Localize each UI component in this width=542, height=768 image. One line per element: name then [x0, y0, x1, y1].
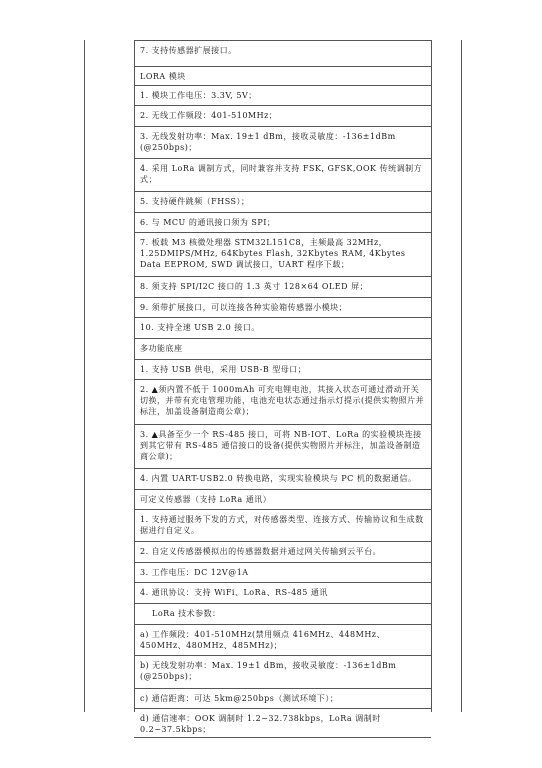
- table-column-divider: [431, 40, 432, 712]
- table-row: 3. 无线发射功率：Max. 19±1 dBm，接收灵敏度：-136±1dBm (@250bps)；: [134, 126, 431, 158]
- table-border-left: [84, 40, 85, 712]
- table-row: 3. 工作电压：DC 12V@1A: [134, 562, 431, 582]
- table-row: 4. 内置 UART-USB2.0 转换电路，实现实验模块与 PC 机的数据通信。: [134, 468, 431, 489]
- table-row: 4. 采用 LoRa 调制方式，同时兼容并支持 FSK, GFSK,OOK 传统调制方式；: [134, 158, 431, 191]
- table-row: 1. 模块工作电压：3.3V, 5V；: [134, 85, 431, 105]
- table-row: 2. ▲须内置不低于 1000mAh 可充电锂电池，其接入状态可通过滑动开关切换，并带有充电管理功能，电池充电状态通过指示灯提示(提供实物照片并标注，加盖设备制造商公章)；: [134, 379, 431, 424]
- table-row: 7. 板载 M3 核微处理器 STM32L151C8，主频最高 32MHz，1.25DMIPS/MHz, 64Kbytes Flash, 32Kbytes RAM, 4Kbytes Data EEPROM, SWD 调试接口，UART 程序下载；: [134, 232, 431, 276]
- table-row: 1. 支持 USB 供电，采用 USB-B 型母口；: [134, 359, 431, 379]
- table-row: 7. 支持传感器扩展接口。: [134, 40, 431, 66]
- table-row: 10. 支持全速 USB 2.0 接口。: [134, 317, 431, 338]
- table-row: 4. 通讯协议：支持 WiFi、LoRa、RS-485 通讯: [134, 582, 431, 603]
- table-row: 3. ▲具备至少一个 RS-485 接口，可将 NB-IOT、LoRa 的实验模块连接到其它带有 RS-485 通信接口的设备(提供实物照片并标注，加盖设备制造商公章)；: [134, 424, 431, 468]
- table-row: a) 工作频段：401-510MHz(禁用频点 416MHz、448MHz、450MHz、480MHz、485MHz)；: [134, 624, 431, 655]
- table-row: 1. 支持通过服务下发的方式，对传感器类型、连接方式、传输协议和生成数据进行自定义。: [134, 509, 431, 541]
- spec-table: [134, 40, 431, 738]
- section-heading-base: 多功能底座: [134, 338, 431, 359]
- table-row: d) 通信速率：OOK 调制时 1.2~32.738kbps，LoRa 调制时 0.2~37.5kbps；: [134, 708, 431, 738]
- section-heading-custom-sensor: 可定义传感器（支持 LoRa 通讯）: [134, 489, 431, 509]
- table-border-right: [461, 40, 462, 712]
- table-row: 8. 须支持 SPI/I2C 接口的 1.3 英寸 128×64 OLED 屏；: [134, 276, 431, 297]
- table-row: 6. 与 MCU 的通讯接口须为 SPI；: [134, 212, 431, 232]
- table-row: 2. 自定义传感器模拟出的传感器数据并通过网关传输到云平台。: [134, 541, 431, 562]
- subheading-lora-params: LoRa 技术参数：: [134, 603, 431, 624]
- table-row: 2. 无线工作频段：401-510MHz；: [134, 105, 431, 126]
- table-row: 5. 支持硬件跳频（FHSS）；: [134, 191, 431, 212]
- table-row: c) 通信距离：可达 5km@250bps（测试环境下）；: [134, 688, 431, 708]
- table-row: 9. 须带扩展接口，可以连接各种实验箱传感器小模块；: [134, 297, 431, 317]
- table-row: b) 无线发射功率：Max. 19±1 dBm，接收灵敏度：-136±1dBm (@250bps)；: [134, 655, 431, 688]
- section-heading-lora-module: LORA 模块: [134, 66, 431, 85]
